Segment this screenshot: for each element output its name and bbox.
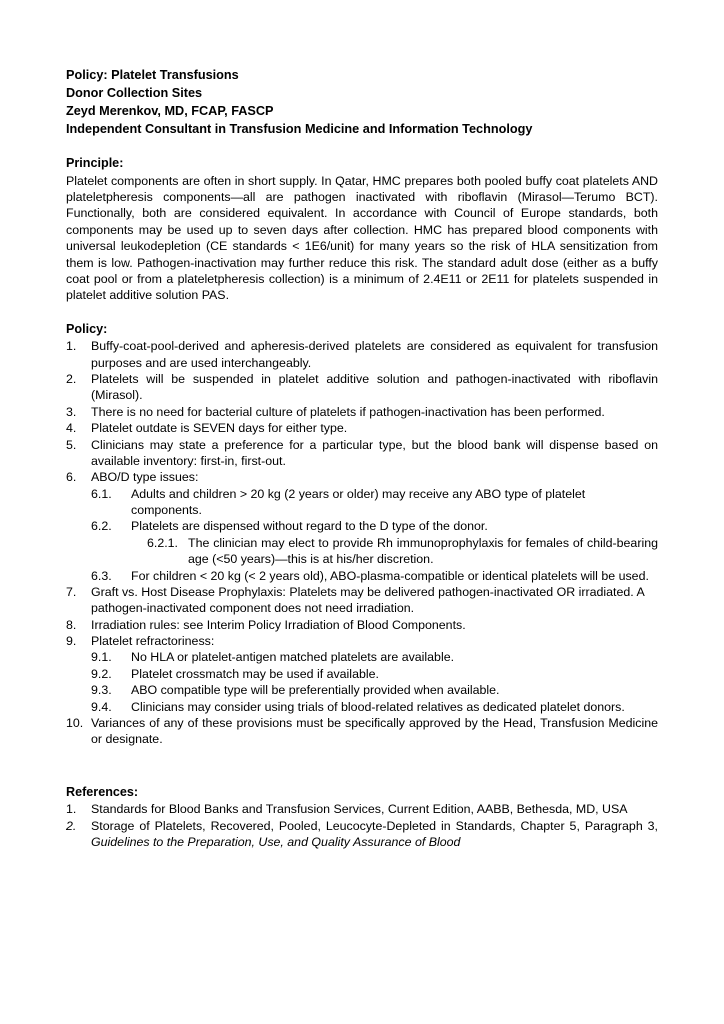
reference-text [91,818,658,851]
list-item-text: The clinician may elect to provide Rh immunoprophylaxis for females of child-bearing age (<50 years)—this is at his/her discretion. [188,535,658,567]
list-item-number: 9. [66,634,77,649]
list-item-number: 5. [66,437,77,452]
author-name: Zeyd Merenkov, MD, FCAP, FASCP [66,104,274,119]
list-item-number: 7. [66,584,77,599]
list-item-text: No HLA or platelet-antigen matched platelets are available. [131,650,455,665]
list-item-text: Platelet crossmatch may be used if available. [131,666,379,681]
list-item [66,633,658,715]
page-subtitle: Donor Collection Sites [66,86,203,101]
policy-list [66,338,658,747]
list-item-text: For children < 20 kg (< 2 years old), ABO-plasma-compatible or identical platelets will be used. [131,568,649,583]
list-item-number: 6.1. [91,486,112,501]
reference-text-italic: Guidelines to the Preparation, Use, and Quality Assurance of Blood [91,835,461,850]
policy-subsublist [131,535,658,568]
list-item-number: 8. [66,617,77,632]
list-item [66,404,658,420]
list-item [131,535,658,568]
list-item-number: 9.3. [91,683,112,698]
list-item [91,699,658,715]
list-item-text: Platelet outdate is SEVEN days for either type. [91,421,348,436]
list-item-text: Platelets will be suspended in platelet additive solution and pathogen-inactivated with riboflavin (Mirasol). [91,372,658,403]
list-item [91,568,658,584]
list-item-number: 2. [66,818,77,833]
principle-paragraph: Platelet components are often in short supply. In Qatar, HMC prepares both pooled buffy coat platelets AND plateletpheresis components—all are pathogen inactivated with riboflavin (Mirasol—Terumo BCT). Functionally, both are considered equivalent. In accordance with Council of Europe standards, both components may be used up to seven days after collection. HMC has prepared blood components with universal leukodepletion (CE standards < 1E6/unit) for many years so the risk of HLA sensitization from them is low. Pathogen-inactivation may further reduce this risk. The standard adult dose (either as a buffy coat pool or from a plateletpheresis collection) is a minimum of 2.4E11 or 2E11 for platelets suspended in platelet additive solution PAS. [66,173,658,303]
list-item-number: 9.4. [91,699,112,714]
list-item-number: 9.2. [91,666,112,681]
list-item [66,437,658,470]
references-list [66,801,658,850]
references-heading: References: [66,784,139,799]
list-item-text: Platelet refractoriness: [91,634,215,649]
list-item [66,584,658,617]
list-item [66,469,658,584]
list-item-number: 2. [66,372,77,387]
list-item [91,486,658,519]
list-item-number: 6.2. [91,519,112,534]
author-affiliation: Independent Consultant in Transfusion Medicine and Information Technology [66,122,533,137]
list-item [91,518,658,567]
list-item-number: 4. [66,421,77,436]
list-item [66,338,658,371]
list-item-text: Graft vs. Host Disease Prophylaxis: Platelets may be delivered pathogen-inactivated OR irradiated. A pathogen-inactivated component does not need irradiation. [91,584,645,616]
list-item-number: 10. [66,715,84,730]
list-item-text: ABO compatible type will be preferentially provided when available. [131,683,500,698]
list-item [66,818,658,851]
list-item [66,801,658,817]
list-item [91,682,658,698]
reference-text: Standards for Blood Banks and Transfusion Services, Current Edition, AABB, Bethesda, MD, USA [91,802,628,817]
document-body [66,66,658,850]
list-item [66,715,658,748]
policy-sublist [91,486,658,584]
list-item [66,420,658,436]
list-item [91,666,658,682]
principle-heading: Principle: [66,156,124,171]
list-item-number: 6.3. [91,568,112,583]
list-item-text: There is no need for bacterial culture of platelets if pathogen-inactivation has been performed. [91,404,605,419]
list-item-text: Variances of any of these provisions must be specifically approved by the Head, Transfusion Medicine or designate. [91,715,658,747]
list-item-text: Adults and children > 20 kg (2 years or older) may receive any ABO type of platelet components. [131,486,586,518]
page-title: Policy: Platelet Transfusions [66,68,239,82]
list-item-text: Buffy-coat-pool-derived and apheresis-derived platelets are considered as equivalent for transfusion purposes and are used interchangeably. [91,339,658,370]
list-item [91,649,658,665]
policy-heading: Policy: [66,321,108,336]
list-item-number: 6.2.1. [147,535,179,550]
list-item-text: Clinicians may state a preference for a particular type, but the blood bank will dispense based on available inventory: first-in, first-out. [91,437,658,468]
list-item-number: 9.1. [91,650,112,665]
list-item-text: Irradiation rules: see Interim Policy Irradiation of Blood Components. [91,617,466,632]
reference-text-plain: Storage of Platelets, Recovered, Pooled, Leucocyte-Depleted in Standards, Chapter 5, Paragraph 3, [91,818,658,833]
list-item-number: 3. [66,404,77,419]
list-item-text: Platelets are dispensed without regard to the D type of the donor. [131,519,488,534]
list-item-number: 6. [66,470,77,485]
list-item-text: ABO/D type issues: [91,470,199,485]
list-item [66,371,658,404]
list-item [66,617,658,633]
document-title-block [66,66,658,138]
policy-sublist [91,649,658,715]
list-item-number: 1. [66,802,77,817]
list-item-number: 1. [66,339,77,354]
list-item-text: Clinicians may consider using trials of blood-related relatives as dedicated platelet donors. [131,699,625,714]
